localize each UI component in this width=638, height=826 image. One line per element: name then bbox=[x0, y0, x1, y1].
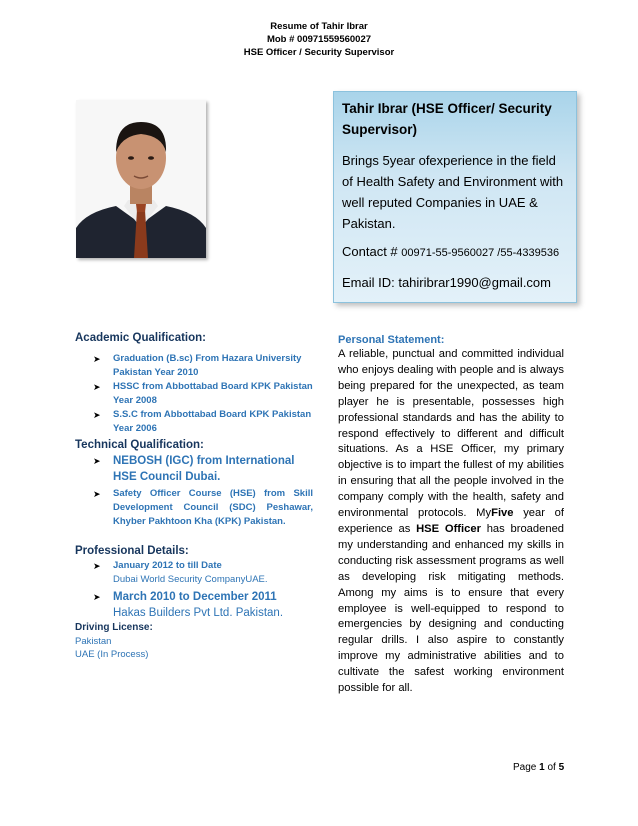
list-item: ➤ Safety Officer Course (HSE) from Skill Development Council (SDC) Peshawar, Khyber Pakhtoon Kha (KPK) Pakistan. bbox=[93, 488, 313, 527]
personal-statement-heading: Personal Statement: bbox=[338, 334, 445, 346]
list-item: ➤ NEBOSH (IGC) from International HSE Council Dubai. bbox=[93, 455, 295, 483]
header-mobile: Mob # 00971559560027 bbox=[266, 34, 372, 45]
professional-heading: Professional Details: bbox=[75, 545, 189, 557]
professional-list bbox=[75, 559, 313, 621]
list-item: ➤ HSSC from Abbottabad Board KPK Pakistan Year 2008 bbox=[93, 381, 313, 406]
list-item: ➤ January 2012 to till Date Dubai World Security CompanyUAE. bbox=[93, 560, 268, 585]
page-footer: Page 1 of 5 bbox=[513, 762, 565, 773]
arrow-bullet-icon: ➤ bbox=[93, 456, 101, 466]
summary-text: Brings 5year ofexperience in the field of Health Safety and Environment with well reputed Companies in UAE & Pakistan. bbox=[342, 153, 564, 231]
arrow-bullet-icon: ➤ bbox=[93, 592, 101, 602]
left-column bbox=[75, 330, 313, 661]
summary-box bbox=[333, 91, 577, 303]
academic-heading: Academic Qualification: bbox=[75, 332, 207, 344]
document-header bbox=[0, 20, 638, 59]
arrow-bullet-icon: ➤ bbox=[93, 410, 101, 420]
technical-heading: Technical Qualification: bbox=[75, 439, 204, 451]
contact-numbers: 00971-55-9560027 /55-4339536 bbox=[401, 247, 560, 259]
header-role: HSE Officer / Security Supervisor bbox=[243, 47, 395, 58]
list-item: ➤ Graduation (B.sc) From Hazara University Pakistan Year 2010 bbox=[93, 353, 302, 378]
header-name: Resume of Tahir Ibrar bbox=[270, 21, 368, 32]
driving-item: UAE (In Process) bbox=[75, 649, 149, 660]
profile-photo bbox=[76, 100, 206, 258]
arrow-bullet-icon: ➤ bbox=[93, 382, 101, 392]
academic-list bbox=[75, 352, 313, 436]
list-item: ➤ March 2010 to December 2011 Hakas Builders Pvt Ltd. Pakistan. bbox=[93, 591, 284, 619]
contact-label: Contact # bbox=[342, 244, 402, 259]
email-line: Email ID: tahiribrar1990@gmail.com bbox=[342, 275, 551, 290]
arrow-bullet-icon: ➤ bbox=[93, 489, 101, 499]
arrow-bullet-icon: ➤ bbox=[93, 354, 101, 364]
list-item: ➤ S.S.C from Abbottabad Board KPK Pakistan Year 2006 bbox=[93, 409, 312, 434]
right-column bbox=[338, 333, 564, 697]
driving-item: Pakistan bbox=[75, 636, 112, 647]
contact-line bbox=[342, 242, 568, 263]
technical-list bbox=[75, 453, 313, 529]
arrow-bullet-icon: ➤ bbox=[93, 561, 101, 571]
driving-heading: Driving License: bbox=[75, 622, 153, 633]
personal-statement-text: A reliable, punctual and committed individual who enjoys dealing with people and is always being prepared for the unexpected, as team player he is presentable, possesses high professional standards and has the ability to respond effectively to different and difficult situations. As a HSE Officer, my primary objective is to impart the fullest of my abilities in ensuring that all the people involved in the company comply with the health, safety and environmental protocols. MyFive year of experience as HSE Officer has broadened my understanding and enhanced my skills in conducting risk assessment programs as well as developing risk mitigating methods. Among my aims is to ensure that every employee is well-equipped to respond to emergencies by designing and conducting regular drills. I also aspire to constantly improve my administrative abilities and to cultivate the safest working environment possible for all. bbox=[338, 348, 565, 695]
summary-title: Tahir Ibrar (HSE Officer/ Security Supervisor) bbox=[342, 101, 552, 137]
